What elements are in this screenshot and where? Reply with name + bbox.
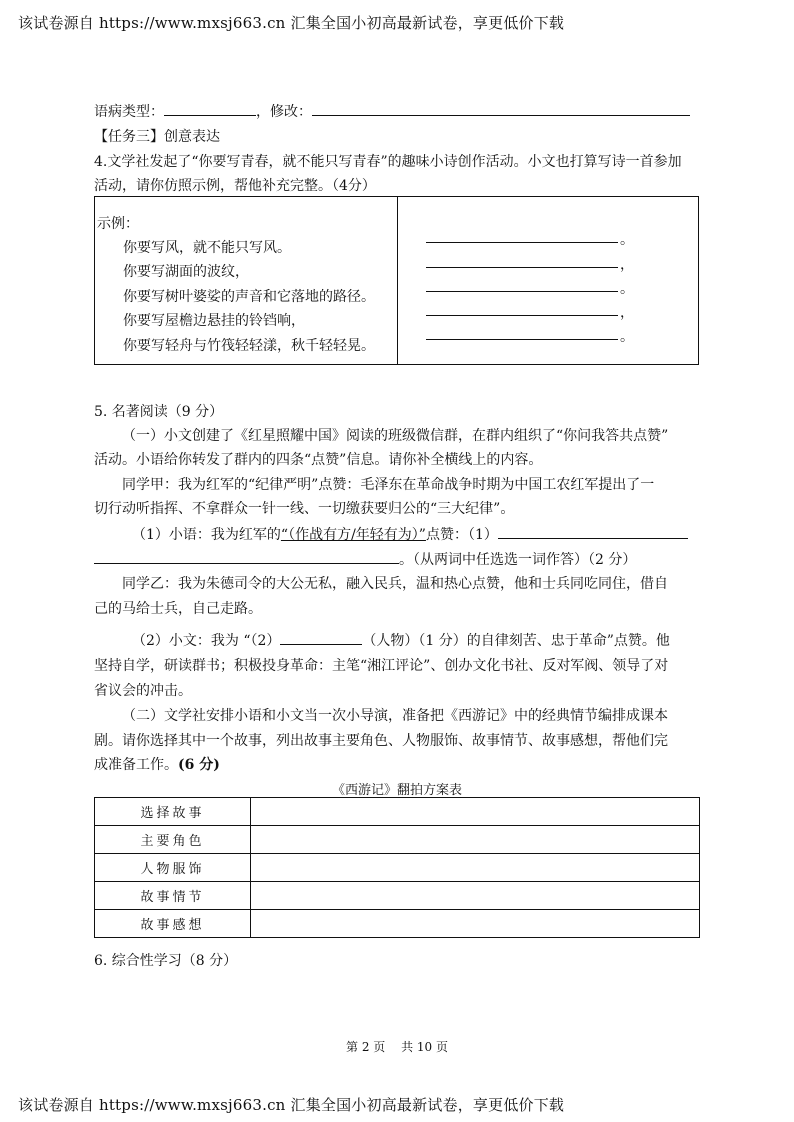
q5-sub2-blank[interactable]: [280, 630, 362, 645]
source-banner-bottom: 该试卷源自 https://www.mxsj663.cn 汇集全国小初高最新试卷，享更低价下载: [18, 1096, 565, 1114]
q5-part2-line3-text: 成准备工作。: [94, 757, 178, 773]
q5-sub2-line2: 坚持自学，研读群书；积极投身革命：主笔“湘江评论”、创办文化书社、反对军阀、领导了对: [94, 658, 669, 674]
q5-sub2-line: [132, 630, 670, 650]
q4-prompt-line1: 4.文学社发起了“你要写青春，就不能只写青春”的趣味小诗创作活动。小文也打算写诗一首参加: [94, 154, 682, 170]
poem-answer-punct: ，: [620, 257, 634, 273]
q5-part2-line1: （二）文学社安排小语和小文当一次小导演，准备把《西游记》中的经典情节编排成课本: [122, 708, 668, 724]
poem-answer-punct: 。: [620, 232, 634, 248]
fix-blank[interactable]: [312, 101, 690, 116]
error-type-blank[interactable]: [164, 101, 256, 116]
poem-answer-line[interactable]: [426, 241, 618, 243]
q5-sub1-prefix: （1）小语：我为红军的: [132, 527, 281, 543]
q5-yi-line2: 己的马给士兵，自己走路。: [94, 601, 262, 617]
poem-answer-line[interactable]: [426, 338, 618, 340]
fix-label: 修改：: [270, 104, 312, 120]
table-answer-cell[interactable]: [251, 882, 700, 910]
example-line: 你要写风，就不能只写风。: [123, 240, 291, 256]
poem-sample-box: [94, 196, 699, 365]
error-type-line: [94, 101, 690, 121]
table-row-label: 故事情节: [95, 882, 251, 910]
q5-part2-score: (6 分): [178, 757, 220, 773]
example-line: 你要写湖面的波纹，: [123, 264, 249, 280]
q5-sub2-line3: 省议会的冲击。: [94, 683, 192, 699]
error-comma: ，: [256, 104, 270, 120]
q5-sub1-choice: “（作战有方/年轻有为）”: [280, 527, 426, 543]
source-banner-top: 该试卷源自 https://www.mxsj663.cn 汇集全国小初高最新试卷，享更低价下载: [18, 14, 565, 32]
table-row: [95, 798, 700, 826]
q5-part1-line2: 活动。小语给你转发了群内的四条“点赞”信息。请你补全横线上的内容。: [94, 452, 543, 468]
q5-title: 5. 名著阅读（9 分）: [94, 404, 224, 420]
table-row-label: 主要角色: [95, 826, 251, 854]
q5-sub1-blank-a[interactable]: [498, 524, 688, 539]
q5-sub2-prefix: （2）小文：我为 “（2）: [132, 633, 281, 649]
table-answer-cell[interactable]: [251, 826, 700, 854]
q5-jia-line1: 同学甲：我为红军的“纪律严明”点赞：毛泽东在革命战争时期为中国工农红军提出了一: [122, 477, 655, 493]
table-answer-cell[interactable]: [251, 910, 700, 938]
q5-sub1-line2: [94, 549, 636, 569]
plan-table: [94, 797, 700, 938]
q4-prompt-line2: 活动，请你仿照示例，帮他补充完整。（4分）: [94, 178, 376, 194]
q5-part1-line1: （一）小文创建了《红星照耀中国》阅读的班级微信群，在群内组织了“你问我答共点赞”: [122, 428, 669, 444]
table-answer-cell[interactable]: [251, 854, 700, 882]
page-number: 第 2 页 共 10 页: [346, 1040, 448, 1054]
table-answer-cell[interactable]: [251, 798, 700, 826]
poem-answer-line[interactable]: [426, 314, 618, 316]
poem-answer-line[interactable]: [426, 290, 618, 292]
poem-answer-punct: 。: [620, 329, 634, 345]
table-row: [95, 882, 700, 910]
table-row-label: 选择故事: [95, 798, 251, 826]
table-row: [95, 826, 700, 854]
table-row-label: 故事感想: [95, 910, 251, 938]
q5-part2-line3: [94, 754, 220, 774]
q5-sub1-tail: 。（从两词中任选选一词作答）（2 分）: [399, 552, 637, 568]
poem-answer-punct: 。: [620, 281, 634, 297]
q5-jia-line2: 切行动听指挥、不拿群众一针一线、一切缴获要归公的“三大纪律”。: [94, 501, 515, 517]
table-row: [95, 854, 700, 882]
example-line: 你要写轻舟与竹筏轻轻漾，秋千轻轻晃。: [123, 338, 375, 354]
poem-answer-line[interactable]: [426, 266, 618, 268]
q6-title: 6. 综合性学习（8 分）: [94, 953, 238, 969]
q5-sub2-suffix: （人物）（1 分）的自律刻苦、忠于革命”点赞。他: [362, 633, 670, 649]
table-row-label: 人物服饰: [95, 854, 251, 882]
example-line: 你要写屋檐边悬挂的铃铛响，: [123, 313, 305, 329]
q5-sub1-line: [132, 524, 688, 544]
error-type-label: 语病类型：: [94, 104, 164, 120]
q5-yi-line1: 同学乙：我为朱德司令的大公无私，融入民兵，温和热心点赞，他和士兵同吃同住，借自: [122, 576, 668, 592]
task3-heading: 【任务三】创意表达: [94, 129, 220, 145]
table-row: [95, 910, 700, 938]
example-label: 示例：: [97, 216, 139, 232]
poem-answer-punct: ，: [620, 305, 634, 321]
poem-answer-column: [398, 197, 698, 364]
q5-part2-line2: 剧。请你选择其中一个故事，列出故事主要角色、人物服饰、故事情节、故事感想，帮他们完: [94, 733, 668, 749]
table-caption: 《西游记》翻拍方案表: [331, 783, 462, 798]
example-line: 你要写树叶婆娑的声音和它落地的路径。: [123, 289, 375, 305]
q5-sub1-suffix: 点赞：（1）: [425, 527, 498, 543]
q5-sub1-blank-b[interactable]: [94, 549, 399, 564]
